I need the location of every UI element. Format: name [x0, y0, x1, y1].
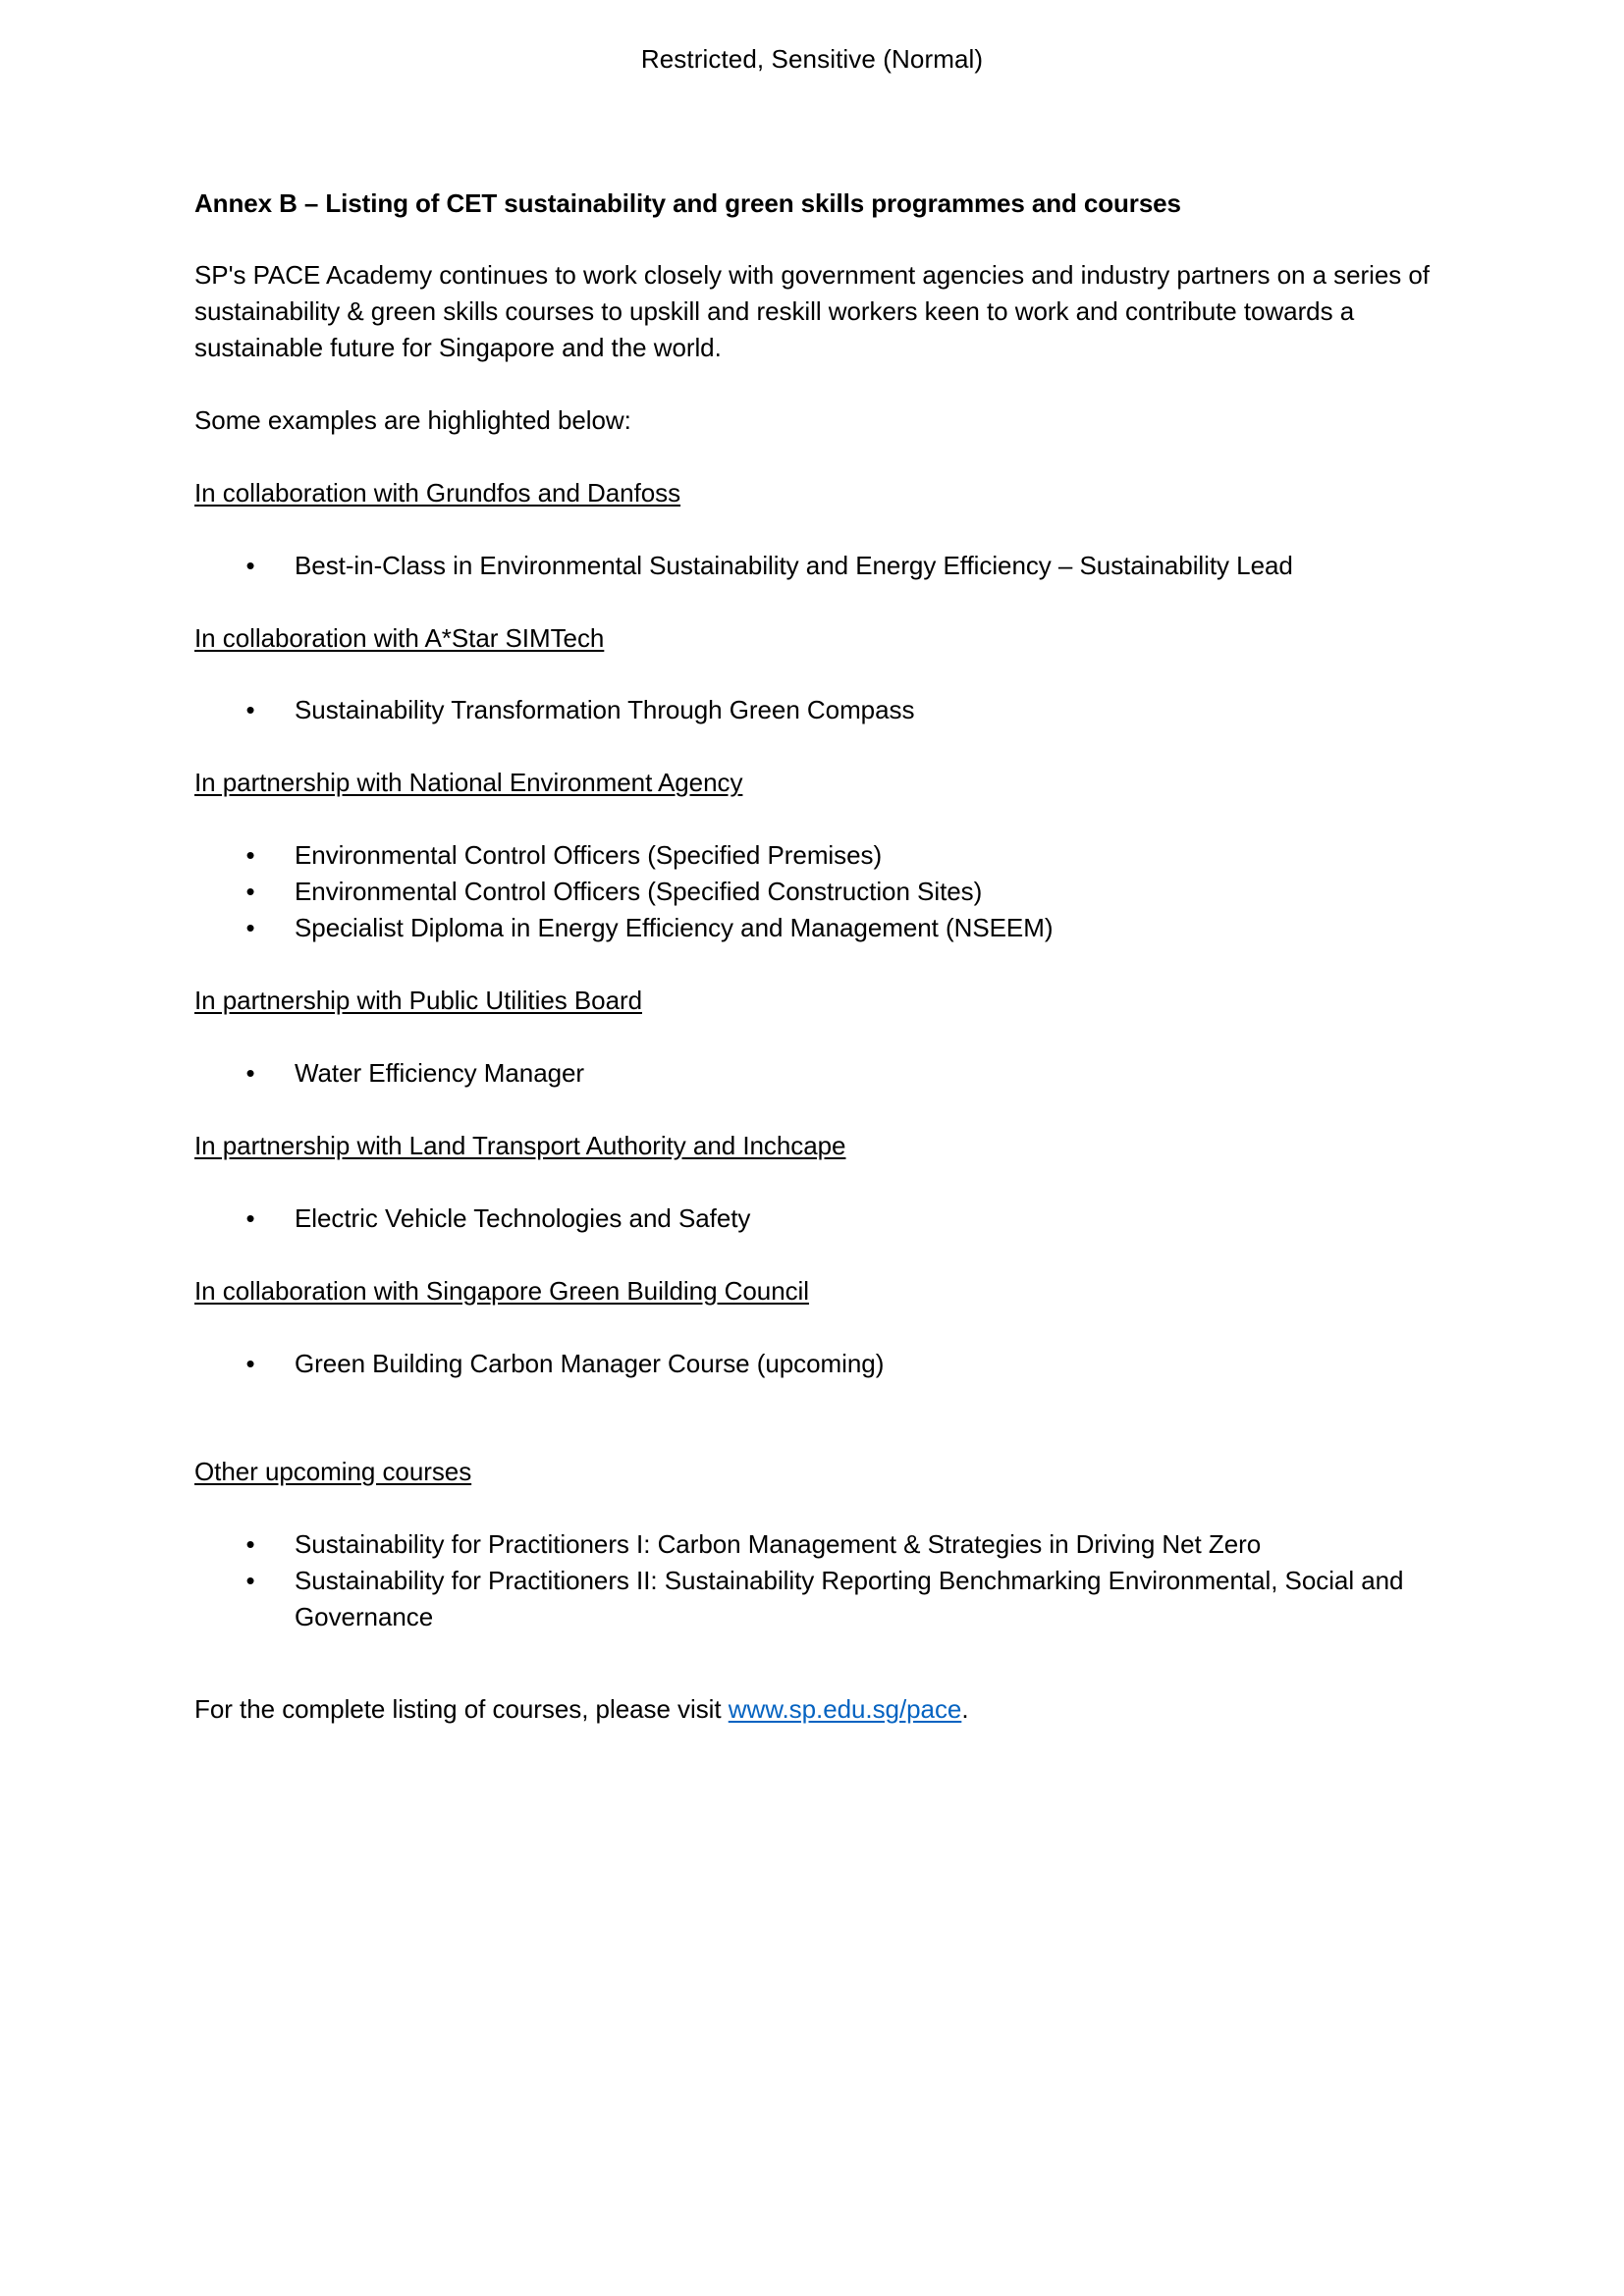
spacer: [194, 1309, 1441, 1346]
spacer: [194, 801, 1441, 837]
section-heading-grundfos-danfoss: [194, 475, 1441, 511]
section-heading-label: In partnership with Public Utilities Board: [194, 985, 642, 1015]
spacer: [194, 1092, 1441, 1128]
course-list-pub: [194, 1055, 1441, 1092]
course-list-sgbc: [194, 1346, 1441, 1382]
spacer: [194, 1417, 1441, 1454]
section-heading-label: In partnership with Land Transport Authority and Inchcape: [194, 1130, 846, 1160]
course-list-astar-simtech: [194, 692, 1441, 728]
bullet-icon: •: [245, 877, 255, 907]
closing-suffix: .: [961, 1694, 969, 1725]
bullet-icon: •: [245, 913, 255, 943]
section-heading-sgbc: [194, 1273, 1441, 1309]
spacer: [194, 1635, 1441, 1672]
course-name: Sustainability for Practitioners I: Carbon Management & Strategies in Driving Net Zero: [295, 1529, 1262, 1560]
course-name: Electric Vehicle Technologies and Safety: [295, 1202, 751, 1233]
list-item: [194, 692, 1441, 728]
spacer: [194, 1164, 1441, 1201]
list-item: [194, 1563, 1441, 1635]
intro-paragraph: SP's PACE Academy continues to work closely with government agencies and industry partners on a series of sustainability & green skills courses to upskill and reskill workers keen to work and contribute towards a sustainable future for Singapore and the world.: [194, 260, 1430, 362]
spacer: [194, 1019, 1441, 1055]
spacer: [194, 946, 1441, 983]
section-heading-label: Other upcoming courses: [194, 1457, 472, 1487]
list-item: [194, 1526, 1441, 1563]
list-item: [194, 874, 1441, 910]
course-name: Green Building Carbon Manager Course (upcoming): [295, 1348, 885, 1378]
spacer: [194, 1672, 1441, 1691]
pace-website-link[interactable]: www.sp.edu.sg/pace: [728, 1694, 962, 1725]
spacer: [194, 511, 1441, 548]
section-heading-lta-inchcape: [194, 1128, 1441, 1164]
list-item: [194, 1346, 1441, 1382]
course-name: Environmental Control Officers (Specified Premises): [295, 840, 883, 871]
course-list-other-upcoming: [194, 1526, 1441, 1635]
course-name: Best-in-Class in Environmental Sustainability and Energy Efficiency – Sustainability Lead: [295, 550, 1293, 580]
list-item: [194, 1201, 1441, 1237]
course-name: Sustainability Transformation Through Green Compass: [295, 695, 915, 725]
bullet-icon: •: [245, 840, 255, 871]
spacer: [194, 1381, 1441, 1417]
document-body: [194, 187, 1441, 1728]
course-name: Environmental Control Officers (Specified Construction Sites): [295, 877, 983, 907]
spacer: [194, 221, 1441, 257]
section-heading-nea: [194, 765, 1441, 801]
section-heading-pub: [194, 983, 1441, 1019]
list-item: [194, 910, 1441, 946]
bullet-icon: •: [245, 1566, 255, 1596]
section-heading-label: In collaboration with A*Star SIMTech: [194, 622, 605, 653]
section-heading-label: In collaboration with Singapore Green Building Council: [194, 1275, 810, 1306]
page-title: Annex B – Listing of CET sustainability and green skills programmes and courses: [194, 188, 1181, 218]
list-item: [194, 548, 1441, 584]
bullet-icon: •: [245, 550, 255, 580]
course-name: Water Efficiency Manager: [295, 1057, 585, 1088]
bullet-icon: •: [245, 695, 255, 725]
spacer: [194, 366, 1441, 402]
course-name: Specialist Diploma in Energy Efficiency and Management (NSEEM): [295, 913, 1054, 943]
course-list-grundfos-danfoss: [194, 548, 1441, 584]
course-list-nea: [194, 837, 1441, 946]
closing-paragraph: [194, 1691, 1441, 1728]
lead-in-text: Some examples are highlighted below:: [194, 404, 631, 435]
spacer: [194, 1237, 1441, 1273]
section-heading-label: In partnership with National Environment Agency: [194, 768, 743, 798]
bullet-icon: •: [245, 1057, 255, 1088]
list-item: [194, 837, 1441, 874]
course-name: Sustainability for Practitioners II: Sustainability Reporting Benchmarking Environmental, Social and Governance: [295, 1566, 1404, 1632]
section-heading-label: In collaboration with Grundfos and Danfoss: [194, 477, 681, 507]
spacer: [194, 584, 1441, 620]
bullet-icon: •: [245, 1348, 255, 1378]
bullet-icon: •: [245, 1529, 255, 1560]
classification-header: Restricted, Sensitive (Normal): [640, 44, 984, 74]
section-heading-astar-simtech: [194, 620, 1441, 657]
list-item: [194, 1055, 1441, 1092]
course-list-lta-inchcape: [194, 1201, 1441, 1237]
closing-prefix: For the complete listing of courses, please visit: [194, 1694, 729, 1725]
spacer: [194, 656, 1441, 692]
spacer: [194, 728, 1441, 765]
section-heading-other-upcoming: [194, 1454, 1441, 1490]
spacer: [194, 439, 1441, 475]
spacer: [194, 1490, 1441, 1526]
bullet-icon: •: [245, 1202, 255, 1233]
